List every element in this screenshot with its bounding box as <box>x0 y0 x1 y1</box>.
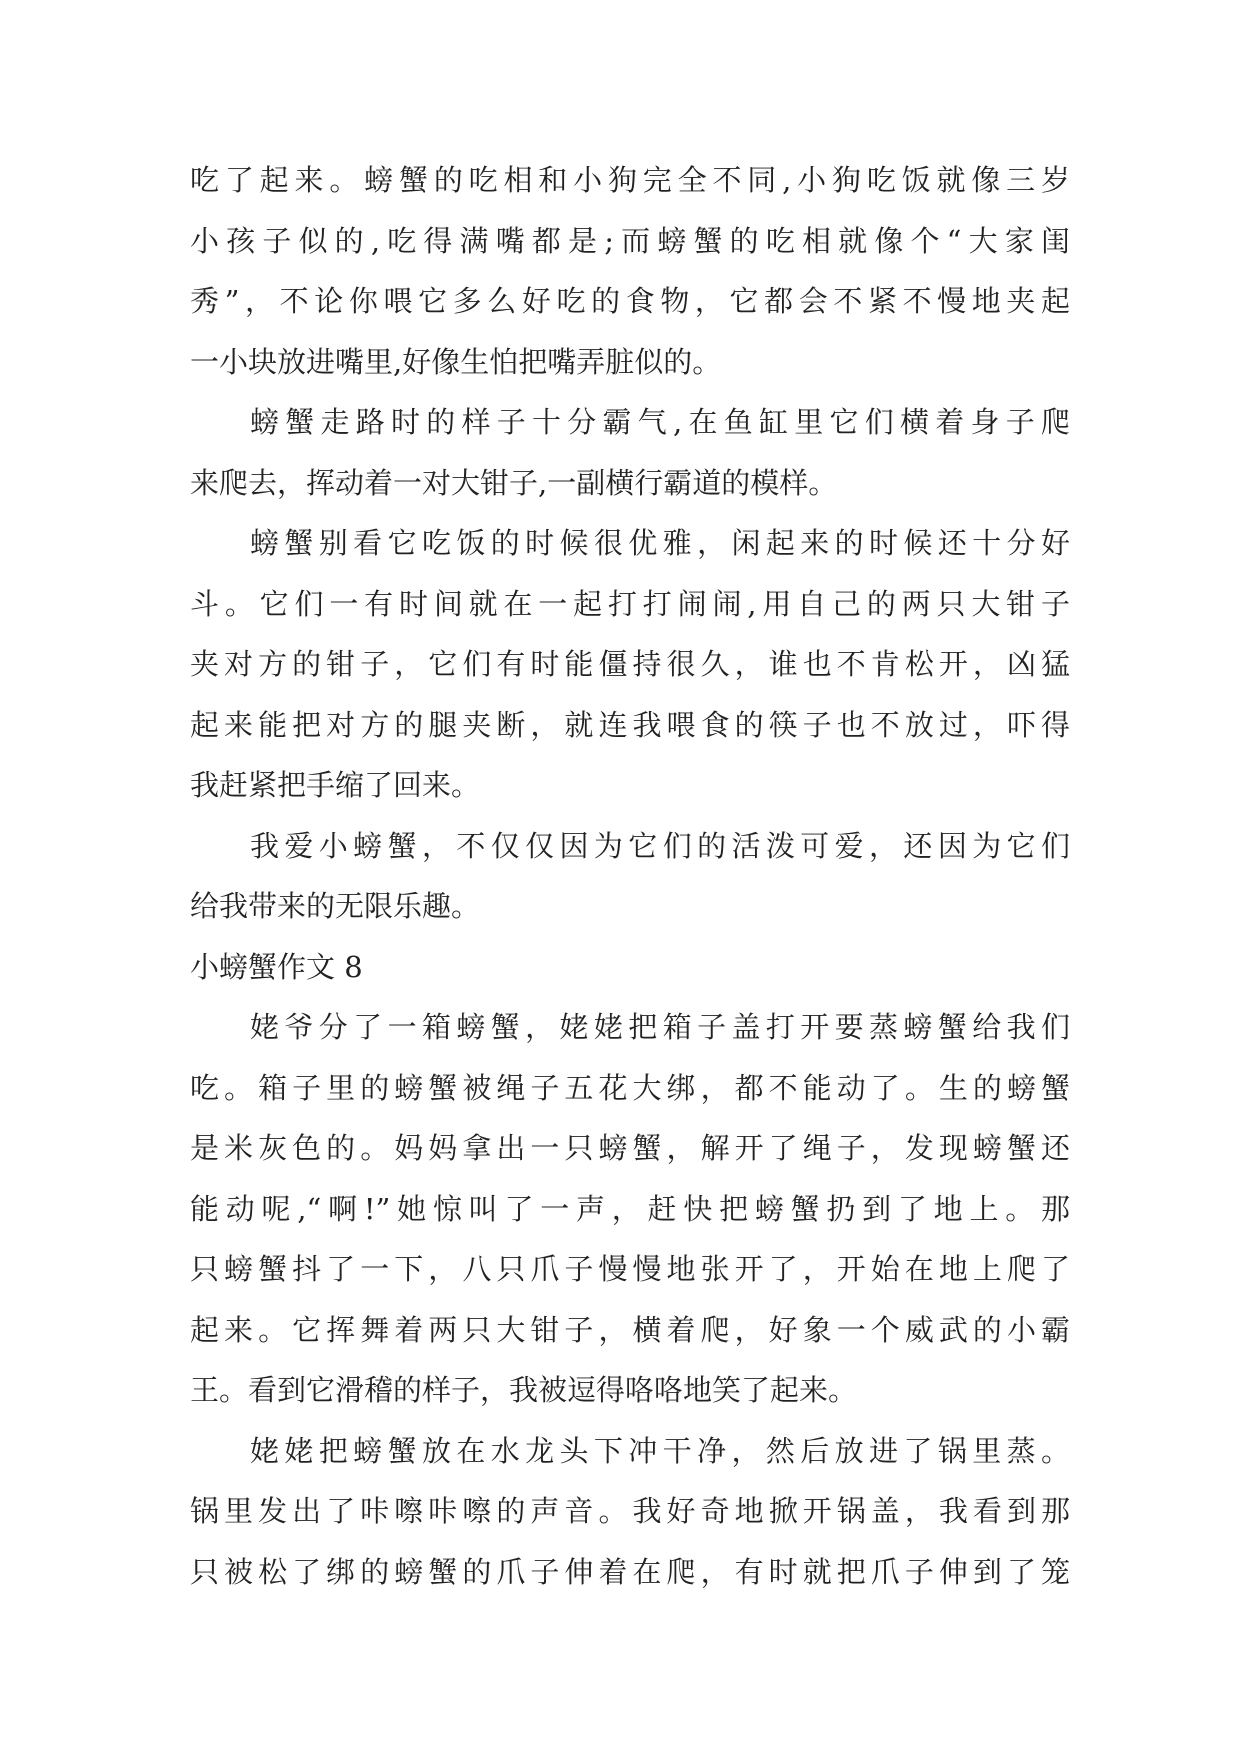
text-line: 我赶紧把手缩了回来。 <box>190 768 481 802</box>
text-line: 能动呢,“啊!”她惊叫了一声，赶快把螃蟹扔到了地上。那 <box>190 1191 1070 1226</box>
text-line: 螃蟹走路时的样子十分霸气,在鱼缸里它们横着身子爬 <box>250 405 1070 439</box>
text-line: 只螃蟹抖了一下，八只爪子慢慢地张开了，开始在地上爬了 <box>190 1252 1070 1286</box>
text-line: 来爬去，挥动着一对大钳子,一副横行霸道的模样。 <box>190 465 838 500</box>
text-line: 是米灰色的。妈妈拿出一只螃蟹，解开了绳子，发现螃蟹还 <box>190 1131 1070 1165</box>
text-line: 吃。箱子里的螃蟹被绳子五花大绑，都不能动了。生的螃蟹 <box>190 1070 1070 1105</box>
section-heading: 小螃蟹作文 8 <box>190 949 363 984</box>
text-line: 小孩子似的,吃得满嘴都是;而螃蟹的吃相就像个“大家闺 <box>190 223 1070 258</box>
text-line: 起来。它挥舞着两只大钳子，横着爬，好象一个威武的小霸 <box>190 1312 1070 1347</box>
body-text <box>190 150 1070 1602</box>
text-line: 姥爷分了一箱螃蟹，姥姥把箱子盖打开要蒸螃蟹给我们 <box>250 1010 1070 1044</box>
text-line: 锅里发出了咔嚓咔嚓的声音。我好奇地掀开锅盖，我看到那 <box>190 1494 1070 1528</box>
text-line: 斗。它们一有时间就在一起打打闹闹,用自己的两只大钳子 <box>190 586 1070 621</box>
text-line: 给我带来的无限乐趣。 <box>190 889 481 923</box>
text-line: 姥姥把螃蟹放在水龙头下冲干净，然后放进了锅里蒸。 <box>250 1433 1070 1468</box>
text-line: 只被松了绑的螃蟹的爪子伸着在爬，有时就把爪子伸到了笼 <box>190 1554 1070 1589</box>
text-line: 螃蟹别看它吃饭的时候很优雅，闲起来的时候还十分好 <box>250 526 1070 560</box>
text-line: 夹对方的钳子，它们有时能僵持很久，谁也不肯松开，凶猛 <box>190 647 1070 681</box>
text-line: 王。看到它滑稽的样子，我被逗得咯咯地笑了起来。 <box>190 1373 858 1407</box>
text-line: 起来能把对方的腿夹断，就连我喂食的筷子也不放过，吓得 <box>190 707 1070 742</box>
text-line: 我爱小螃蟹，不仅仅因为它们的活泼可爱，还因为它们 <box>250 828 1070 863</box>
text-line: 秀”，不论你喂它多么好吃的食物，它都会不紧不慢地夹起 <box>190 284 1070 318</box>
text-line: 一小块放进嘴里,好像生怕把嘴弄脏似的。 <box>190 344 722 379</box>
text-line: 吃了起来。螃蟹的吃相和小狗完全不同,小狗吃饭就像三岁 <box>190 163 1070 197</box>
